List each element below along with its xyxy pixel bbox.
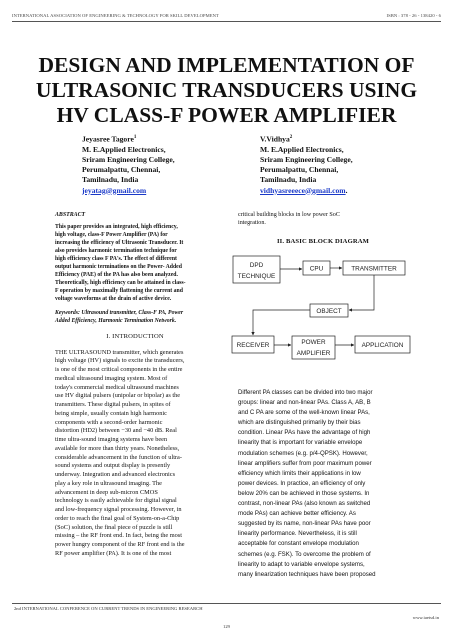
introduction-text: THE ULTRASOUND transmitter, which generates high voltage (HV) signals to excite the transducers, is one of the most critical components in the entire medical ultrasound imaging system. Most of today's commercial medical ultrasound machines use HV digital pulsers (unipolar or bipolar) as the transmitters. These digital pulsers, in spites of being simple, usually contain high harmonic components with a second-order harmonic distortion (HD2) between −30 and −40 dB. Real time ultra-sound imaging systems have been available for more than thirty years. Nonetheless, considerable advancement in the function of ultra- sound systems and output display is presently underway. Integration and advanced electronics play a key role in ultrasound imaging. The advancement in deep sub-micron CMOS technology is easily achievable for digital signal and low-frequency signal processing. However, in order to reach the final goal of System-on-a-Chip (SoC) solution, the final piece of puzzle is still missing – the RF front end. In fact, being the most power hungry component of the RF front end is the RF power amplifier (PA). It is one of the most (55, 348, 185, 557)
right-column-body: Different PA classes can be divided into two major groups: linear and non-linear PAs. Class A, AB, B and C PA are some of the well-known linear PAs, which are distinguished primarily by their bias condition. Linear PAs have the advantage of high linearity that is important for variable envelope modulation schemes (e.g. p/4-QPSK). However, linear amplifiers suffer from poor maximum power efficiency which limits their applications in low power devices. In practice, an efficiency of only below 20% can be achieved in those systems. In contrast, non-linear PAs (also known as switched mode PAs) can achieve better efficiency. As suggested by its name, non-linear PAs have poor linearity performance. Nevertheless, it is still acceptable for constant envelope modulation schemes (e.g. FSK). To overcome the problem of linearity to adapt to variable envelope systems, many linearization techniques have been proposed (238, 389, 376, 578)
conference-footer: 2nd INTERNATIONAL CONFERENCE ON CURRENT TRENDS IN ENGINEERING RESEARCH (14, 606, 203, 611)
receiver-label: RECEIVER (236, 342, 270, 349)
author-name: Jeyasree Tagore$^1$ (82, 134, 137, 144)
author-block-1 (82, 133, 175, 196)
title-line: ULTRASONIC TRANSDUCERS USING (35, 78, 418, 102)
website-footer[interactable]: www.iaetsd.in (412, 615, 439, 620)
paper-title (30, 53, 423, 128)
power-amplifier-label: POWER (301, 339, 326, 346)
section-heading-block-diagram: II. BASIC BLOCK DIAGRAM (276, 238, 370, 245)
author-block-2 (260, 133, 353, 196)
arrow-object-receiver (253, 310, 310, 335)
cpu-label: CPU (309, 265, 324, 273)
journal-header: INTERNATIONAL ASSOCIATION OF ENGINEERING & TECHNOLOGY FOR SKILL DEVELOPMENT (12, 13, 219, 18)
author-email-link[interactable]: jeyatag@gmail.com (82, 185, 147, 195)
author-email-link[interactable]: vidhyasreeece@gmail.com (260, 185, 346, 195)
header-rule (12, 21, 441, 22)
author-affiliation: Perumalpattu, Chennai, (260, 165, 339, 175)
keywords: Keywords: Ultrasound transmitter, Class-F PA, Power Added Efficiency, Harmonic Termination Network. (55, 309, 184, 324)
title-line: DESIGN AND IMPLEMENTATION OF (38, 53, 415, 77)
isbn-header: ISBN : 378 - 26 - 138420 - 6 (386, 13, 441, 18)
right-column-top: critical building blocks in low power SoC integration. (238, 212, 340, 227)
power-amplifier-label: AMPLIFIER (296, 350, 331, 357)
object-label: OBJECT (316, 308, 342, 315)
author-affiliation: Tamilnadu, India (260, 175, 317, 185)
page-number: 129 (223, 624, 230, 629)
dpd-label: DPD (249, 262, 264, 269)
abstract-heading: ABSTRACT (55, 212, 86, 218)
author-affiliation: Perumalpattu, Chennai, (82, 165, 161, 175)
abstract-text: This paper provides an integrated, high efficiency, high voltage, class-F Power Amplifier (PA) for increasing the efficiency of Ultrasonic Transducer. It also provides harmonic termination technique for high efficiency class F PA's. The effect of different output harmonic terminations on the Power- Added Efficiency (PAE) of the PA has also been analyzed. Theoretically, high efficiency can be attained in class- F operation by maximally flattening the current and voltage waveforms at the drain of active device. (55, 224, 186, 302)
application-label: APPLICATION (361, 342, 404, 349)
footer-rule (12, 603, 441, 604)
title-line: HV CLASS-F POWER AMPLIFIER (56, 103, 397, 127)
arrow-transmitter-object (349, 275, 374, 310)
author-affiliation: M. E.Applied Electronics, (82, 144, 166, 154)
author-affiliation: Sriram Engineering College, (260, 154, 353, 164)
block-diagram (228, 253, 418, 365)
author-email-line: vidhyasreeece@gmail.com. (260, 185, 348, 195)
author-name: V.Vidhya$^2$ (260, 134, 293, 144)
author-affiliation: M. E.Applied Electronics, (260, 144, 344, 154)
dpd-label: TECHNIQUE (237, 273, 276, 280)
transmitter-label: TRANSMITTER (351, 265, 397, 273)
author-affiliation: Sriram Engineering College, (82, 154, 175, 164)
section-heading-introduction: I. INTRODUCTION (106, 333, 164, 341)
left-column (55, 211, 215, 559)
author-affiliation: Tamilnadu, India (82, 175, 139, 185)
